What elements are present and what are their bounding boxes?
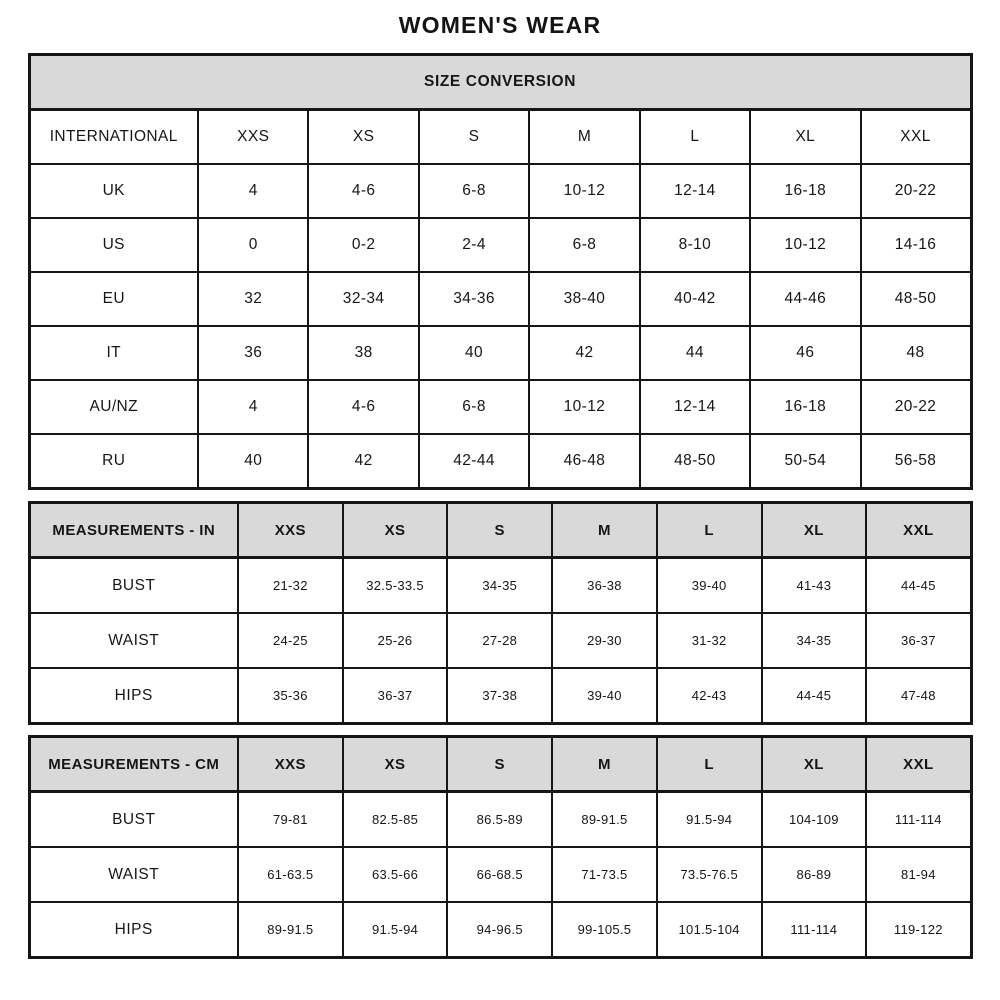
value-cell: 34-36: [419, 272, 529, 326]
table-row: [29, 792, 971, 848]
value-cell: 38: [308, 326, 418, 380]
value-cell: 4-6: [308, 164, 418, 218]
measurements-in-table: [28, 501, 973, 725]
table-row: [29, 272, 971, 326]
value-cell: S: [419, 110, 529, 165]
table-row: [29, 218, 971, 272]
value-cell: 48-50: [861, 272, 971, 326]
value-cell: XXS: [198, 110, 308, 165]
size-column-header: XXL: [866, 503, 971, 558]
value-cell: 40: [198, 434, 308, 489]
table-row: [29, 613, 971, 668]
value-cell: 16-18: [750, 164, 860, 218]
row-label: AU/NZ: [29, 380, 198, 434]
value-cell: 44-45: [762, 668, 867, 724]
value-cell: 48-50: [640, 434, 750, 489]
row-label: WAIST: [29, 847, 238, 902]
value-cell: 119-122: [866, 902, 971, 958]
value-cell: 111-114: [762, 902, 867, 958]
row-label: WAIST: [29, 613, 238, 668]
size-column-header: L: [657, 503, 762, 558]
value-cell: 36-37: [343, 668, 448, 724]
header-row: [29, 737, 971, 792]
value-cell: 86.5-89: [447, 792, 552, 848]
value-cell: 91.5-94: [657, 792, 762, 848]
value-cell: 36-38: [552, 558, 657, 614]
value-cell: 42: [529, 326, 639, 380]
measurements-cm-body: [29, 737, 971, 958]
value-cell: 38-40: [529, 272, 639, 326]
table-row: [29, 380, 971, 434]
row-label: US: [29, 218, 198, 272]
size-column-header: XXL: [866, 737, 971, 792]
value-cell: 29-30: [552, 613, 657, 668]
value-cell: 0: [198, 218, 308, 272]
value-cell: 4: [198, 164, 308, 218]
value-cell: 27-28: [447, 613, 552, 668]
value-cell: 46-48: [529, 434, 639, 489]
size-column-header: XL: [762, 503, 867, 558]
value-cell: 32: [198, 272, 308, 326]
value-cell: 12-14: [640, 380, 750, 434]
value-cell: 34-35: [447, 558, 552, 614]
size-conversion-body: [29, 110, 971, 489]
value-cell: 40-42: [640, 272, 750, 326]
row-label: RU: [29, 434, 198, 489]
size-column-header: XXS: [238, 737, 343, 792]
row-label: IT: [29, 326, 198, 380]
value-cell: 86-89: [762, 847, 867, 902]
value-cell: 12-14: [640, 164, 750, 218]
measurements-cm-table: [28, 735, 973, 959]
value-cell: 6-8: [419, 164, 529, 218]
value-cell: 99-105.5: [552, 902, 657, 958]
value-cell: 10-12: [750, 218, 860, 272]
table-row: [29, 326, 971, 380]
value-cell: 101.5-104: [657, 902, 762, 958]
table-row: [29, 847, 971, 902]
value-cell: 91.5-94: [343, 902, 448, 958]
value-cell: 0-2: [308, 218, 418, 272]
value-cell: XXL: [861, 110, 971, 165]
size-column-header: XL: [762, 737, 867, 792]
value-cell: 111-114: [866, 792, 971, 848]
value-cell: 82.5-85: [343, 792, 448, 848]
value-cell: 46: [750, 326, 860, 380]
value-cell: 37-38: [447, 668, 552, 724]
value-cell: 44-45: [866, 558, 971, 614]
value-cell: 61-63.5: [238, 847, 343, 902]
value-cell: 14-16: [861, 218, 971, 272]
size-conversion-table: [28, 53, 973, 490]
value-cell: 35-36: [238, 668, 343, 724]
value-cell: 20-22: [861, 164, 971, 218]
value-cell: 8-10: [640, 218, 750, 272]
value-cell: 44: [640, 326, 750, 380]
page-title: WOMEN'S WEAR: [398, 12, 602, 38]
size-column-header: XXS: [238, 503, 343, 558]
value-cell: 56-58: [861, 434, 971, 489]
row-label: EU: [29, 272, 198, 326]
value-cell: 71-73.5: [552, 847, 657, 902]
value-cell: 20-22: [861, 380, 971, 434]
measurements-in-body: [29, 503, 971, 724]
table-header-label: MEASUREMENTS - IN: [29, 503, 238, 558]
value-cell: 104-109: [762, 792, 867, 848]
value-cell: 4: [198, 380, 308, 434]
value-cell: XS: [308, 110, 418, 165]
table-row: [29, 558, 971, 614]
value-cell: 34-35: [762, 613, 867, 668]
value-cell: M: [529, 110, 639, 165]
size-column-header: XS: [343, 737, 448, 792]
value-cell: 36: [198, 326, 308, 380]
row-label: UK: [29, 164, 198, 218]
value-cell: 39-40: [552, 668, 657, 724]
value-cell: 10-12: [529, 380, 639, 434]
row-label: HIPS: [29, 668, 238, 724]
size-column-header: S: [447, 737, 552, 792]
value-cell: 2-4: [419, 218, 529, 272]
value-cell: 79-81: [238, 792, 343, 848]
value-cell: 6-8: [419, 380, 529, 434]
value-cell: 63.5-66: [343, 847, 448, 902]
value-cell: 94-96.5: [447, 902, 552, 958]
value-cell: 10-12: [529, 164, 639, 218]
value-cell: 32.5-33.5: [343, 558, 448, 614]
value-cell: XL: [750, 110, 860, 165]
row-label: HIPS: [29, 902, 238, 958]
row-label: INTERNATIONAL: [29, 110, 198, 165]
value-cell: 41-43: [762, 558, 867, 614]
value-cell: 89-91.5: [238, 902, 343, 958]
row-label: BUST: [29, 558, 238, 614]
size-column-header: M: [552, 503, 657, 558]
table-title-row: [29, 55, 971, 110]
size-column-header: L: [657, 737, 762, 792]
value-cell: 42: [308, 434, 418, 489]
value-cell: 42-44: [419, 434, 529, 489]
value-cell: 66-68.5: [447, 847, 552, 902]
value-cell: 48: [861, 326, 971, 380]
table-row: [29, 164, 971, 218]
value-cell: 89-91.5: [552, 792, 657, 848]
row-label: BUST: [29, 792, 238, 848]
table-row: [29, 110, 971, 165]
value-cell: 40: [419, 326, 529, 380]
table-row: [29, 668, 971, 724]
size-column-header: S: [447, 503, 552, 558]
value-cell: 50-54: [750, 434, 860, 489]
table-row: [29, 434, 971, 489]
value-cell: 16-18: [750, 380, 860, 434]
value-cell: L: [640, 110, 750, 165]
table-header-label: MEASUREMENTS - CM: [29, 737, 238, 792]
value-cell: 44-46: [750, 272, 860, 326]
size-chart-sheet: [28, 0, 973, 959]
value-cell: 21-32: [238, 558, 343, 614]
value-cell: 25-26: [343, 613, 448, 668]
size-conversion-title: SIZE CONVERSION: [29, 55, 971, 110]
value-cell: 6-8: [529, 218, 639, 272]
value-cell: 81-94: [866, 847, 971, 902]
header-row: [29, 503, 971, 558]
table-row: [29, 902, 971, 958]
value-cell: 39-40: [657, 558, 762, 614]
value-cell: 73.5-76.5: [657, 847, 762, 902]
value-cell: 24-25: [238, 613, 343, 668]
size-column-header: XS: [343, 503, 448, 558]
value-cell: 47-48: [866, 668, 971, 724]
value-cell: 42-43: [657, 668, 762, 724]
size-column-header: M: [552, 737, 657, 792]
value-cell: 4-6: [308, 380, 418, 434]
value-cell: 32-34: [308, 272, 418, 326]
value-cell: 31-32: [657, 613, 762, 668]
value-cell: 36-37: [866, 613, 971, 668]
